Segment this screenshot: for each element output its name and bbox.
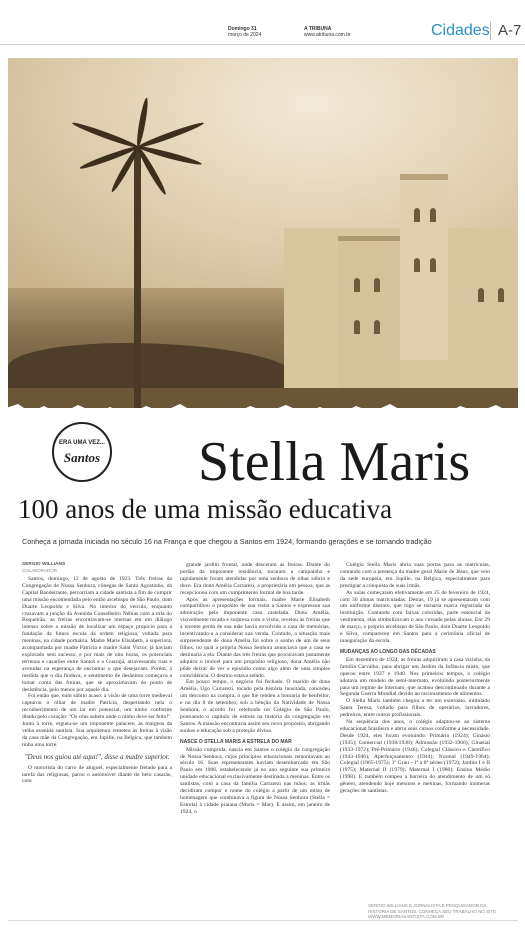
author-name: SERGIO WILLIANS bbox=[22, 562, 66, 567]
paragraph: O motorista do carro de aluguel, especialmente fretado para a tarefa das religiosas, parou o automóvel diante do belo casarão, com bbox=[22, 764, 172, 785]
paragraph: Missão cumprida, nascia em Santos o colégio da congregação de Nossa Senhora, cujos princípios educacionais remontavam ao século 16. Suas representantes haviam desembarcado em São Paulo em 1906, estabelecendo já no ano seguinte sua primeira unidade educacional exclusivamente destinada a meninas. Entre os santistas, com a casa da família Carrarezi nas mãos, as irmãs decidiram compor o nome do colégio a partir de um misto de homenagem que combinava a figura de Nossa Senhora (Stella = Estrela) à cidade praiana (Maris = Mar). E assim, em janeiro de 1924, o bbox=[180, 746, 330, 815]
bottom-rule bbox=[8, 920, 518, 921]
seal-text-top: ERA UMA VEZ... bbox=[59, 440, 105, 446]
date-day: Domingo 31 bbox=[228, 26, 257, 32]
article-column-3 bbox=[340, 562, 490, 795]
page-number: A-7 bbox=[498, 22, 522, 39]
edition-date bbox=[228, 26, 261, 38]
paper-url: www.atribuna.com.br bbox=[304, 32, 351, 38]
page-header bbox=[0, 0, 525, 45]
author-credit: SERGIO WILLIANS É JORNALISTA E PESQUISADOR DA HISTÓRIA DE SANTOS. CONHEÇA SEU TRABALHO NO SITE WWW.MEMORIASANTISTA.COM.BR bbox=[368, 903, 497, 919]
photo-window bbox=[354, 320, 360, 334]
intertitle: MUDANÇAS AO LONGO DAS DÉCADAS bbox=[340, 648, 436, 655]
paragraph: As aulas começaram efetivamente em 25 de fevereiro de 1924, com 30 alunas matriculadas. Destas, 19 já se apresentaram com um uniforme distinto, que logo se tornaria marca registrada da instituição. Contando com faixas coloridas, parte essencial da vestimenta, elas simbolizavam o ano cursado pelas alunas. Em 29 de março, o próprio arcebispo de São Paulo, dom Duarte Leopoldo e Silva, compareceu em Santos para a cerimônia oficial de inauguração da escola. bbox=[340, 589, 490, 644]
paragraph: Em pouco tempo, o negócio foi fechado. O marido de dona Amélia, Ugo Carrarezi, tocado pela história inusitada, concedeu um desconto na compra, o que lhe rendeu a honraria de benfeitor, e no dia 8 de setembro, sob a bênção da Natividade de Nossa Senhora, o acordo foi celebrado no Colégio de São Paulo, pontuando o capítulo de estreia na história da congregação em Santos. A mansão encontraria assim seu novo propósito, abrigando sonhos e educação sob a proteção divina. bbox=[180, 679, 330, 734]
headline: Stella Maris bbox=[198, 431, 471, 493]
article-column-2 bbox=[180, 562, 330, 816]
photo-window bbox=[430, 258, 436, 272]
paper-name bbox=[304, 26, 351, 38]
subheadline: 100 anos de uma missão educativa bbox=[18, 494, 393, 524]
paragraph: Foi então que, num súbito acaso, a visão de uma torre medieval capturou o olhar de madre Patrícia, despertando nela o reconhecimento de um lar em potencial, um ninho conforme ditado pelo coração: "Os céus sabem onde o ninho deve ser feito!". Junto à torre, ergueu-se um imponente palacete, às margens da velha avenida santista. Sua arquitetura remeteu às freiras à visão da casa mãe da Congregação, em Jupille, na Bélgica, que também tinha uma torre. bbox=[22, 693, 172, 748]
pull-quote: "Deus nos guiou até aqui!", disse a madre superior. bbox=[24, 752, 170, 761]
photo-castle-block bbox=[338, 236, 400, 401]
photo-tower bbox=[400, 174, 448, 360]
photo-window bbox=[374, 320, 380, 334]
paragraph: Colégio Stella Maris abria suas portas para as matrículas, contando com a presença da madre geral Marie de Jésus, que veio da sede europeia, em Jupille, na Bélgica, especialmente para prestigiar a conquista de suas irmãs. bbox=[340, 562, 490, 589]
article-column-1 bbox=[22, 562, 172, 785]
historic-photo bbox=[8, 58, 518, 408]
header-divider bbox=[490, 22, 491, 40]
photo-window bbox=[498, 288, 504, 302]
photo-window bbox=[354, 278, 360, 292]
paragraph: Santos, domingo, 12 de agosto de 1923. Três freiras da Congregação de Nossa Senhora, cônegas de Santo Agostinho, da Capital Bandeirante, percorriam a cidade santista a fim de cumprir uma missão encomendada pelo então arcebispo de São Paulo, dom Duarte Leopoldo e Silva. No interior do veículo, enquanto cruzavam a junção da Avenida Conselheiro Nébias com a orla do Boqueirão, as freiras encontravam-se imersas em um diálogo intenso sobre a missão de localizar um espaço propício para a fundação da futura escola da ordem religiosa, voltada para meninas, na cidade portuária. Madre Marie Elisabeth, a superiora, acompanhada por madre Patrícia e madre Saint Victor, já haviam explorado sem sucesso, e por mais de oito horas, os potenciais terrenos e casarões entre Santos e o Guarujá, atravessando ruas e avenidas na esperança de encontrar o que desejavam. Porém, à medida que o dia findava, o sentimento de desânimo começava a tomar conta das freiras, que se aproximavam do ponto de desistência, pelo menos por aquele dia. bbox=[22, 576, 172, 693]
photo-window bbox=[478, 288, 484, 302]
paragraph: Em dezembro de 1924, as freiras adquiriram a casa vizinha, da família Carvalho, para abrigar um Jardim da Infância misto, que operou entre 1937 e 1940. Nos primeiros tempos, o colégio adotava um modelo de semi-internato, evoluindo posteriormente para um regime de internato, que acabou descontinuado durante a Segunda Guerra Mundial devido ao racionamento de alimentos. bbox=[340, 656, 490, 698]
section-name: Cidades bbox=[431, 22, 490, 39]
date-month: março de 2024 bbox=[228, 32, 262, 38]
seal-text-main: Santos bbox=[63, 450, 101, 465]
photo-window bbox=[414, 208, 420, 222]
article-lead: Conheça a jornada iniciada no século 16 na França e que chegou a Santos em 1924, formando gerações e se tornando tradição bbox=[22, 537, 432, 546]
photo-window bbox=[414, 258, 420, 272]
paragraph: Na sequência dos anos, o colégio adaptou-se ao sistema educacional brasileiro e abriu seus cursos conforme a necessidade. Desde 1924, eles foram evoluindo: Primário (1924); Ginásio (1935); Comercial (1938/1938); Admissão (1932-1966); Ginasial (1933-1972); Pré-Primário (1946); Colegial Clássico e Científico (1943-1946); Aperfeiçoamento (1944); Normal (1949-1964); Colegial (1965-1975); 1º Grau - 1ª a 8ª séries (1972); Jardim I e II (1975); Maternal II (1979); Maternal I (1980); Ensino Médio (1998). E também rompeu a barreira do atendimento de um só gênero, atendendo hoje meninos e meninas, formando inúmeras gerações de santistas. bbox=[340, 719, 490, 795]
series-seal bbox=[52, 422, 112, 482]
paragraph: grande jardim frontal, onde desceram as freiras. Diante do portão da imponente residência, tocaram a campainha e rapidamente foram atendidas por uma senhora de olhar sóbrio e doce. Era dona Amélia Carrarezi, a proprietária em pessoa, que as recepcionou com um cumprimento formal de boa tarde. bbox=[180, 562, 330, 596]
palm-trunk bbox=[134, 146, 141, 408]
paragraph: Após as apresentações formais, madre Marie Elisabeth compartilhou o propósito de sua visita a Santos e expressou sua admiração pela imponente casa castelada. Dona Amélia, visivelmente tocada e surpresa com a visita, revelou às freiras que a recente perda de sua mãe havia envolvido a casa de memórias, incentivando-a a considerar sua venda. Contudo, a situação mais surpreendente de dona Amélia foi sobre o sonho de um de seus filhos, no qual a própria Nossa Senhora anunciava que a casa se destinaria a ela. Diante das três freiras que procuravam justamente adquirir o imóvel para um propósito religioso, dona Amélia não pôde deixar de ver o episódio como algo além de uma simples coincidência. O destino estava selado. bbox=[180, 596, 330, 679]
intertitle: NASCE O STELLA MARIS A ESTRELA DO MAR bbox=[180, 738, 292, 745]
paper-title: A TRIBUNA bbox=[304, 26, 332, 32]
paragraph: O Stella Maris também chegou a ter um externato, intitulado Santa Teresa, voltado para filhos de operários, lavradores, pedreiros, entre outros profissionais. bbox=[340, 698, 490, 719]
author-role: COLABORADOR bbox=[22, 568, 58, 573]
photo-window bbox=[430, 208, 436, 222]
photo-window bbox=[374, 278, 380, 292]
